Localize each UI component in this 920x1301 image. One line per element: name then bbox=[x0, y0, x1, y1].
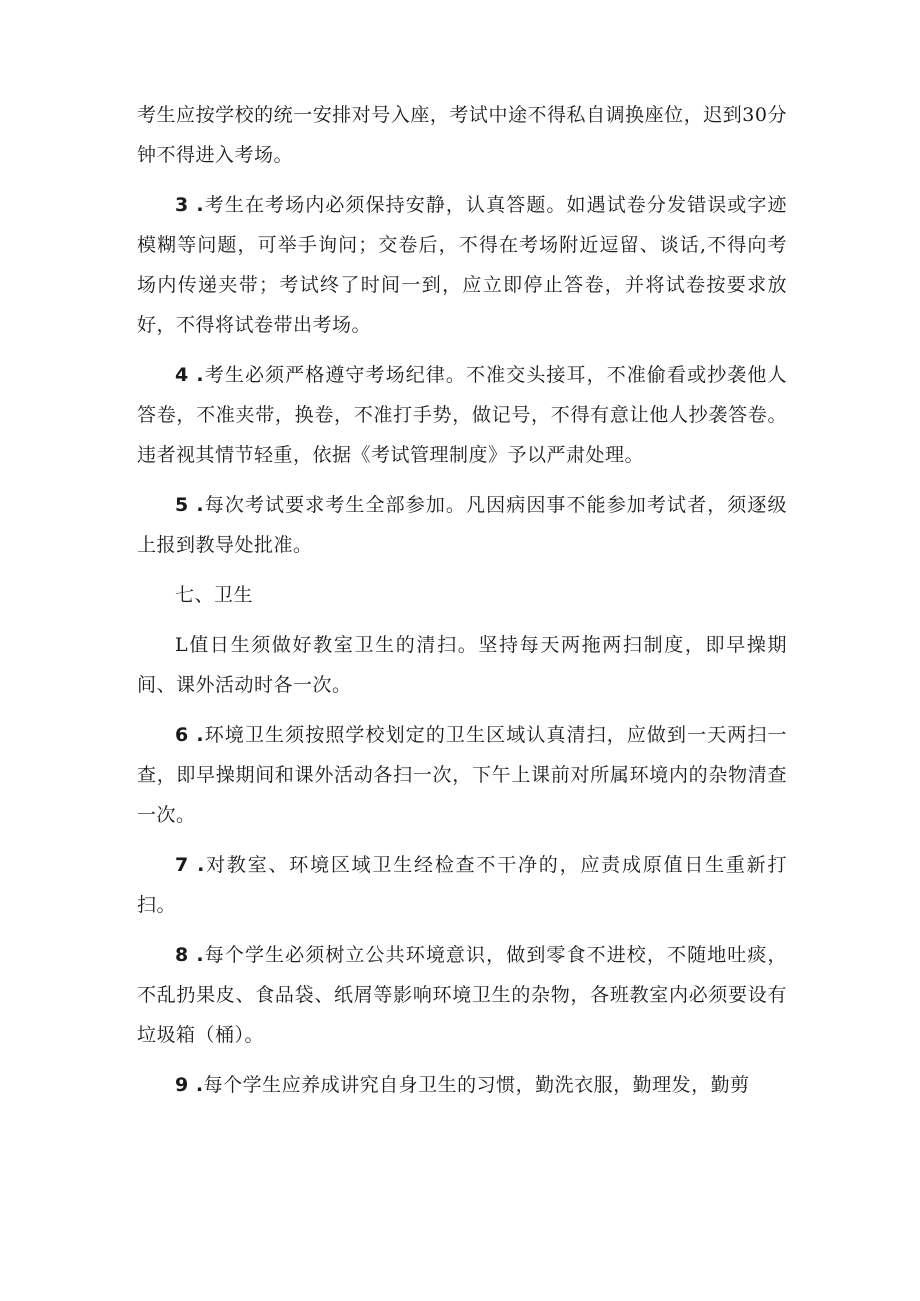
paragraph-number: 8 . bbox=[175, 944, 205, 966]
paragraph-rule-9 bbox=[137, 1065, 787, 1105]
paragraph-text: 每次考试要求考生全部参加。凡因病因事不能参加考试者，须逐级上报到教导处批准。 bbox=[137, 494, 787, 556]
section-heading-text: 七、卫生 bbox=[175, 584, 254, 606]
paragraph-text: 考生在考场内必须保持安静，认真答题。如遇试卷分发错误或字迹模糊等问题，可举手询问；交卷后，不得在考场附近逗留、谈话,不得向考场内传递夹带；考试终了时间一到，应立即停止答卷，并将试卷按要求放好，不得将试卷带出考场。 bbox=[137, 194, 787, 336]
paragraph-rule-7 bbox=[137, 845, 787, 925]
paragraph-text: 对教室、环境区域卫生经检查不干净的，应责成原值日生重新打扫。 bbox=[137, 854, 787, 916]
paragraph-number: 3 . bbox=[175, 194, 205, 216]
paragraph-hygiene-1 bbox=[137, 625, 787, 705]
paragraph-rule-6 bbox=[137, 715, 787, 835]
paragraph-text: 考生应按学校的统一安排对号入座，考试中途不得私自调换座位，迟到30分钟不得进入考场。 bbox=[137, 104, 787, 166]
paragraph-text: 每个学生必须树立公共环境意识，做到零食不进校，不随地吐痰，不乱扔果皮、食品袋、纸屑等影响环境卫生的杂物，各班教室内必须要设有垃圾箱（桶）。 bbox=[137, 944, 787, 1046]
paragraph-rule-3 bbox=[137, 185, 787, 345]
paragraph-rule-8 bbox=[137, 935, 787, 1055]
paragraph-number: 6 . bbox=[175, 724, 205, 746]
paragraph-number: 4 . bbox=[175, 364, 205, 386]
paragraph-text: 每个学生应养成讲究自身卫生的习惯，勤洗衣服，勤理发，勤剪 bbox=[203, 1074, 750, 1096]
paragraph-rule-5 bbox=[137, 485, 787, 565]
paragraph-number: 7 . bbox=[175, 854, 205, 876]
document-body bbox=[137, 95, 787, 1115]
paragraph-text: L值日生须做好教室卫生的清扫。坚持每天两拖两扫制度，即早操期间、课外活动时各一次。 bbox=[137, 634, 787, 696]
paragraph-number: 9 . bbox=[175, 1074, 204, 1096]
section-heading-hygiene bbox=[137, 575, 787, 615]
paragraph-text: 环境卫生须按照学校划定的卫生区域认真清扫，应做到一天两扫一查，即早操期间和课外活动各扫一次，下午上课前对所属环境内的杂物清查一次。 bbox=[137, 724, 787, 826]
paragraph-rule-4 bbox=[137, 355, 787, 475]
paragraph-number: 5 . bbox=[175, 494, 205, 516]
paragraph-exam-seating bbox=[137, 95, 787, 175]
paragraph-text: 考生必须严格遵守考场纪律。不准交头接耳，不准偷看或抄袭他人答卷，不准夹带，换卷，不准打手势，做记号，不得有意让他人抄袭答卷。违者视其情节轻重，依据《考试管理制度》予以严肃处理。 bbox=[137, 364, 787, 466]
